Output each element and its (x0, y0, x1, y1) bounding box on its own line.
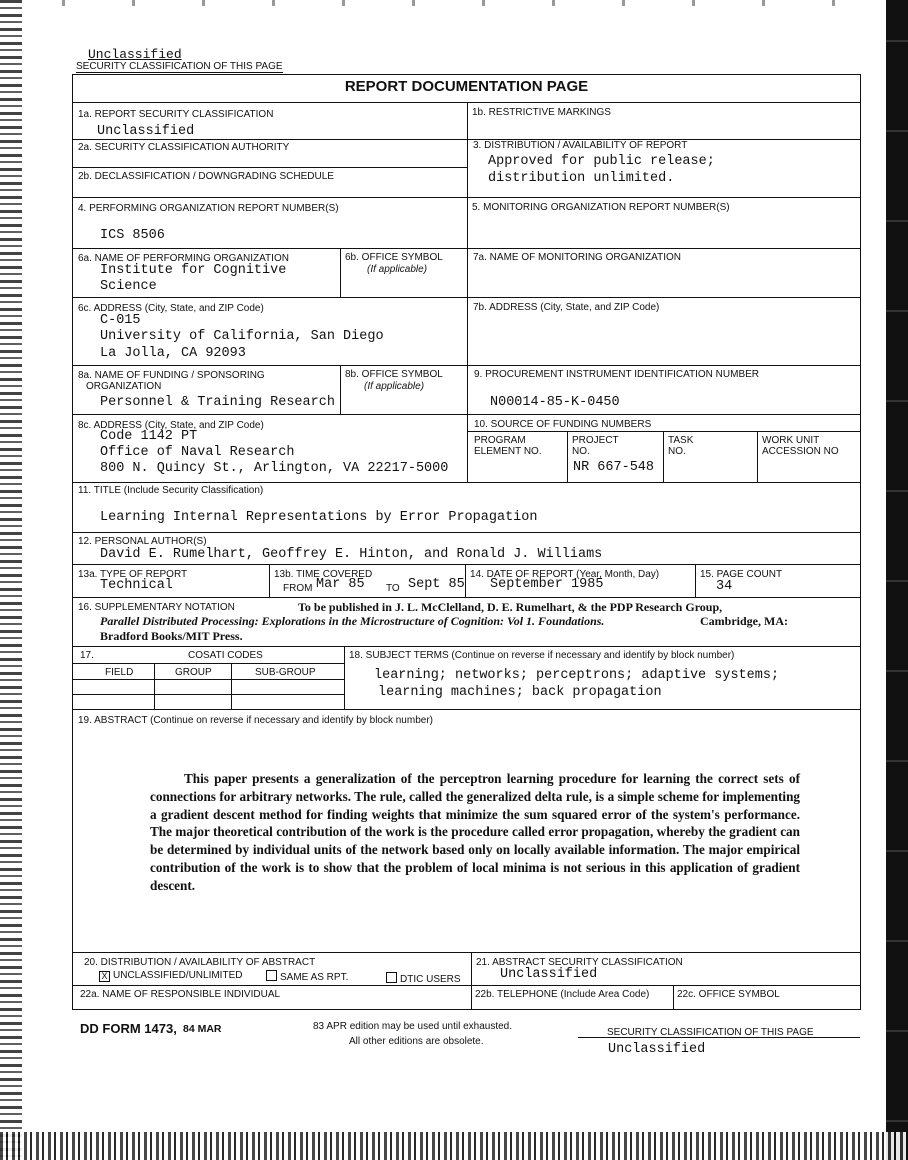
label-13b: 13b. TIME COVERED (274, 569, 373, 580)
label-7a: 7a. NAME OF MONITORING ORGANIZATION (473, 252, 681, 263)
label-17-group: GROUP (175, 667, 212, 678)
checkbox-icon[interactable] (266, 970, 277, 981)
label-5: 5. MONITORING ORGANIZATION REPORT NUMBER(S) (472, 202, 730, 213)
label-1b: 1b. RESTRICTIVE MARKINGS (472, 107, 611, 118)
value-6a-line1: Institute for Cognitive (100, 263, 287, 278)
value-16-line2b: Cambridge, MA: (700, 614, 788, 628)
value-15: 34 (716, 579, 733, 594)
label-20: 20. DISTRIBUTION / AVAILABILITY OF ABSTRACT (84, 957, 316, 968)
label-17-field: FIELD (105, 667, 134, 678)
value-13a: Technical (100, 578, 173, 593)
option-unclassified-unlimited-label: UNCLASSIFIED/UNLIMITED (113, 970, 243, 981)
security-caption-top: SECURITY CLASSIFICATION OF THIS PAGE (76, 61, 283, 72)
label-17: 17. (80, 650, 94, 661)
value-18-line1: learning; networks; perceptrons; adaptive systems; (374, 668, 780, 683)
label-13b-to: TO (386, 583, 400, 594)
value-21: Unclassified (500, 967, 598, 982)
option-unclassified-unlimited[interactable] (99, 970, 242, 982)
form-date: 84 MAR (183, 1023, 222, 1035)
label-2b: 2b. DECLASSIFICATION / DOWNGRADING SCHEDULE (78, 171, 334, 182)
label-19: 19. ABSTRACT (Continue on reverse if necessary and identify by block number) (78, 715, 433, 726)
label-18: 18. SUBJECT TERMS (Continue on reverse if necessary and identify by block number) (349, 650, 735, 661)
label-6a: 6a. NAME OF PERFORMING ORGANIZATION (78, 253, 289, 264)
scan-edge-left (0, 0, 22, 1160)
label-10-task: TASK (668, 435, 694, 446)
label-8c: 8c. ADDRESS (City, State, and ZIP Code) (78, 420, 264, 431)
label-10-task-2: NO. (668, 446, 686, 457)
label-4: 4. PERFORMING ORGANIZATION REPORT NUMBER(S) (78, 203, 339, 214)
value-3-line1: Approved for public release; (488, 154, 715, 169)
classification-bottom: Unclassified (608, 1042, 706, 1057)
label-21: 21. ABSTRACT SECURITY CLASSIFICATION (476, 957, 683, 968)
value-8c-line2: Office of Naval Research (100, 445, 295, 460)
label-9: 9. PROCUREMENT INSTRUMENT IDENTIFICATION NUMBER (474, 369, 760, 380)
label-8a: 8a. NAME OF FUNDING / SPONSORING (78, 370, 265, 381)
option-dtic-users-label: DTIC USERS (400, 974, 461, 985)
value-14: September 1985 (490, 577, 604, 592)
abstract-text: This paper presents a generalization of the perceptron learning procedure for learning the correct sets of connections for arbitrary networks. The rule, called the generalized delta rule, is a simple scheme for implementing a gradient descent method for finding weights that minimize the sum squared error of the system's performance. The major theoretical contribution of the work is the procedure called error propagation, whereby the gradient can be determined by individual units of the network based only on locally available information. The major empirical contribution of the work is to show that the problem of local minima is not serious in this application of gradient descent. (150, 771, 800, 893)
value-4: ICS 8506 (100, 228, 165, 243)
value-8c-line3: 800 N. Quincy St., Arlington, VA 22217-5000 (100, 461, 449, 476)
label-7b: 7b. ADDRESS (City, State, and ZIP Code) (473, 302, 660, 313)
security-caption-bottom: SECURITY CLASSIFICATION OF THIS PAGE (607, 1027, 814, 1038)
classification-top: Unclassified (88, 47, 182, 62)
label-17-subgroup: SUB-GROUP (255, 667, 316, 678)
value-9: N00014-85-K-0450 (490, 395, 620, 410)
label-14: 14. DATE OF REPORT (Year, Month, Day) (470, 569, 660, 580)
value-8a: Personnel & Training Research (100, 395, 335, 410)
value-6c-line1: C-015 (100, 313, 141, 328)
label-22a: 22a. NAME OF RESPONSIBLE INDIVIDUAL (80, 989, 281, 1000)
checkbox-checked-icon[interactable]: X (99, 971, 110, 982)
label-10: 10. SOURCE OF FUNDING NUMBERS (474, 419, 652, 430)
label-10-program-2: ELEMENT NO. (474, 446, 542, 457)
value-13b-to: Sept 85 (408, 577, 465, 592)
label-10-workunit-2: ACCESSION NO (762, 446, 839, 457)
label-11: 11. TITLE (Include Security Classification) (78, 485, 264, 496)
option-dtic-users[interactable] (386, 972, 461, 985)
value-12: David E. Rumelhart, Geoffrey E. Hinton, and Ronald J. Williams (100, 547, 603, 562)
label-13a: 13a. TYPE OF REPORT (78, 569, 188, 580)
option-same-as-rpt[interactable] (266, 970, 348, 983)
value-16-line2: Parallel Distributed Processing: Explorations in the Microstructure of Cognition: Vol 1. Foundations. (100, 614, 605, 628)
option-same-as-rpt-label: SAME AS RPT. (280, 972, 349, 983)
label-15: 15. PAGE COUNT (700, 569, 783, 580)
label-16: 16. SUPPLEMENTARY NOTATION (78, 602, 235, 613)
value-6a-line2: Science (100, 279, 157, 294)
abstract-text-block (150, 770, 800, 895)
value-10-project: NR 667-548 (573, 460, 655, 475)
scan-edge-top (22, 0, 886, 6)
checkbox-icon[interactable] (386, 972, 397, 983)
label-2a: 2a. SECURITY CLASSIFICATION AUTHORITY (78, 142, 290, 153)
value-3-line2: distribution unlimited. (488, 171, 675, 186)
label-3: 3. DISTRIBUTION / AVAILABILITY OF REPORT (473, 140, 688, 151)
label-10-project: PROJECT (572, 435, 619, 446)
value-6c-line2: University of California, San Diego (100, 329, 384, 344)
value-16-line3: Bradford Books/MIT Press. (100, 629, 243, 643)
label-1a: 1a. REPORT SECURITY CLASSIFICATION (78, 109, 274, 120)
scan-edge-right (886, 0, 908, 1160)
form-number: DD FORM 1473, (80, 1021, 177, 1036)
edition-note-1: 83 APR edition may be used until exhausted. (313, 1021, 513, 1032)
value-8c-line1: Code 1142 PT (100, 429, 198, 444)
label-8b-sub: (If applicable) (364, 381, 425, 392)
label-8a-line2: ORGANIZATION (86, 381, 162, 392)
label-8b: 8b. OFFICE SYMBOL (345, 369, 443, 380)
label-6b: 6b. OFFICE SYMBOL (345, 252, 443, 263)
label-10-program: PROGRAM (474, 435, 526, 446)
value-11: Learning Internal Representations by Error Propagation (100, 510, 538, 525)
label-13b-from: FROM (283, 583, 313, 594)
value-18-line2: learning machines; back propagation (378, 685, 662, 700)
label-10-project-2: NO. (572, 446, 590, 457)
edition-note-2: All other editions are obsolete. (349, 1036, 484, 1047)
label-22b: 22b. TELEPHONE (Include Area Code) (475, 989, 650, 1000)
value-13b-from: Mar 85 (316, 577, 365, 592)
label-17-title: COSATI CODES (188, 650, 263, 661)
label-10-workunit: WORK UNIT (762, 435, 820, 446)
value-1a: Unclassified (97, 124, 195, 139)
label-22c: 22c. OFFICE SYMBOL (677, 989, 780, 1000)
value-6c-line3: La Jolla, CA 92093 (100, 346, 246, 361)
label-6c: 6c. ADDRESS (City, State, and ZIP Code) (78, 303, 264, 314)
label-12: 12. PERSONAL AUTHOR(S) (78, 536, 207, 547)
form-title: REPORT DOCUMENTATION PAGE (344, 78, 589, 95)
value-16-line1: To be published in J. L. McClelland, D. E. Rumelhart, & the PDP Research Group, (298, 600, 723, 614)
scan-edge-bottom (0, 1132, 908, 1160)
label-6b-sub: (If applicable) (367, 264, 428, 275)
